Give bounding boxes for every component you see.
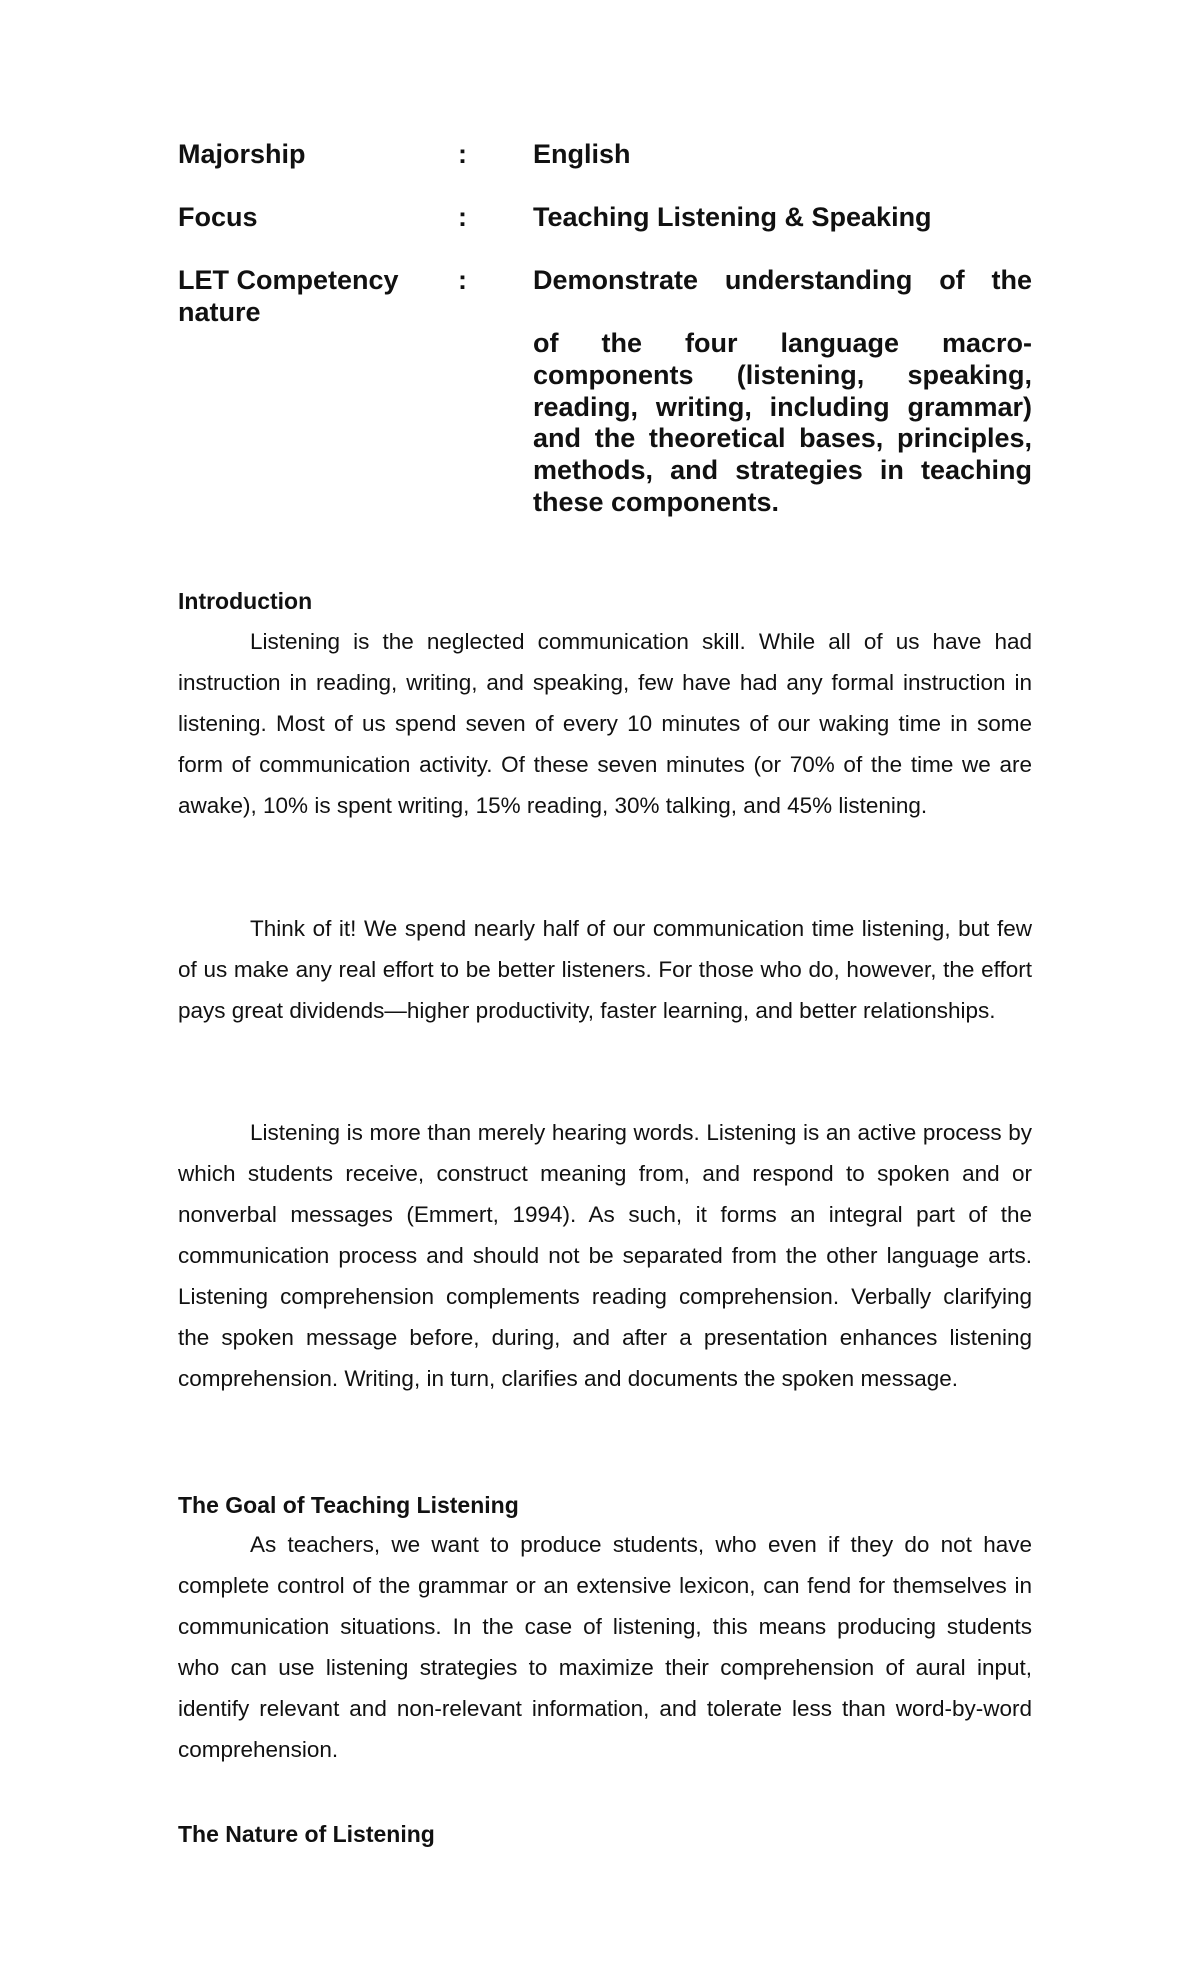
competency-row — [178, 264, 1032, 519]
course-info-table — [178, 138, 1032, 519]
competency-first-line: Demonstrate understanding of the — [533, 265, 1032, 295]
introduction-heading: Introduction — [178, 588, 313, 614]
competency-description: of the four language macro-components (listening, speaking, reading, writing, including grammar) and the theoretical bases, principles, methods, and strategies in teaching these components. — [533, 328, 1032, 517]
competency-label: LET Competency nature — [178, 265, 399, 327]
goal-paragraph: As teachers, we want to produce students, who even if they do not have complete control of the grammar or an extensive lexicon, can fend for themselves in communication situations. In the case of listening, this means producing students who can use listening strategies to maximize their comprehension of aural input, identify relevant and non-relevant information, and tolerate less than word-by-word comprehension. — [178, 1532, 1032, 1762]
intro-paragraph-1: Listening is the neglected communication skill. While all of us have had instruction in reading, writing, and speaking, few have had any formal instruction in listening. Most of us spend seven of every 10 minutes of our waking time in some form of communication activity. Of these seven minutes (or 70% of the time we are awake), 10% is spent writing, 15% reading, 30% talking, and 45% listening. — [178, 629, 1032, 818]
nature-heading: The Nature of Listening — [178, 1821, 435, 1847]
intro-paragraph-2: Think of it! We spend nearly half of our communication time listening, but few of us make any real effort to be better listeners. For those who do, however, the effort pays great dividends—higher productivity, faster learning, and better relationships. — [178, 916, 1032, 1023]
competency-colon: : — [458, 265, 467, 295]
focus-row — [178, 201, 1032, 233]
competency-value — [533, 264, 1032, 519]
focus-colon: : — [458, 202, 467, 232]
intro-paragraph-3: Listening is more than merely hearing words. Listening is an active process by which students receive, construct meaning from, and respond to spoken and or nonverbal messages (Emmert, 1994). As such, it forms an integral part of the communication process and should not be separated from the other language arts. Listening comprehension complements reading comprehension. Verbally clarifying the spoken message before, during, and after a presentation enhances listening comprehension. Writing, in turn, clarifies and documents the spoken message. — [178, 1120, 1032, 1391]
focus-value: Teaching Listening & Speaking — [533, 202, 932, 232]
focus-label: Focus — [178, 202, 258, 232]
majorship-row — [178, 138, 1032, 170]
majorship-label: Majorship — [178, 139, 306, 169]
majorship-value: English — [533, 139, 631, 169]
majorship-colon: : — [458, 139, 467, 169]
goal-heading: The Goal of Teaching Listening — [178, 1492, 519, 1518]
